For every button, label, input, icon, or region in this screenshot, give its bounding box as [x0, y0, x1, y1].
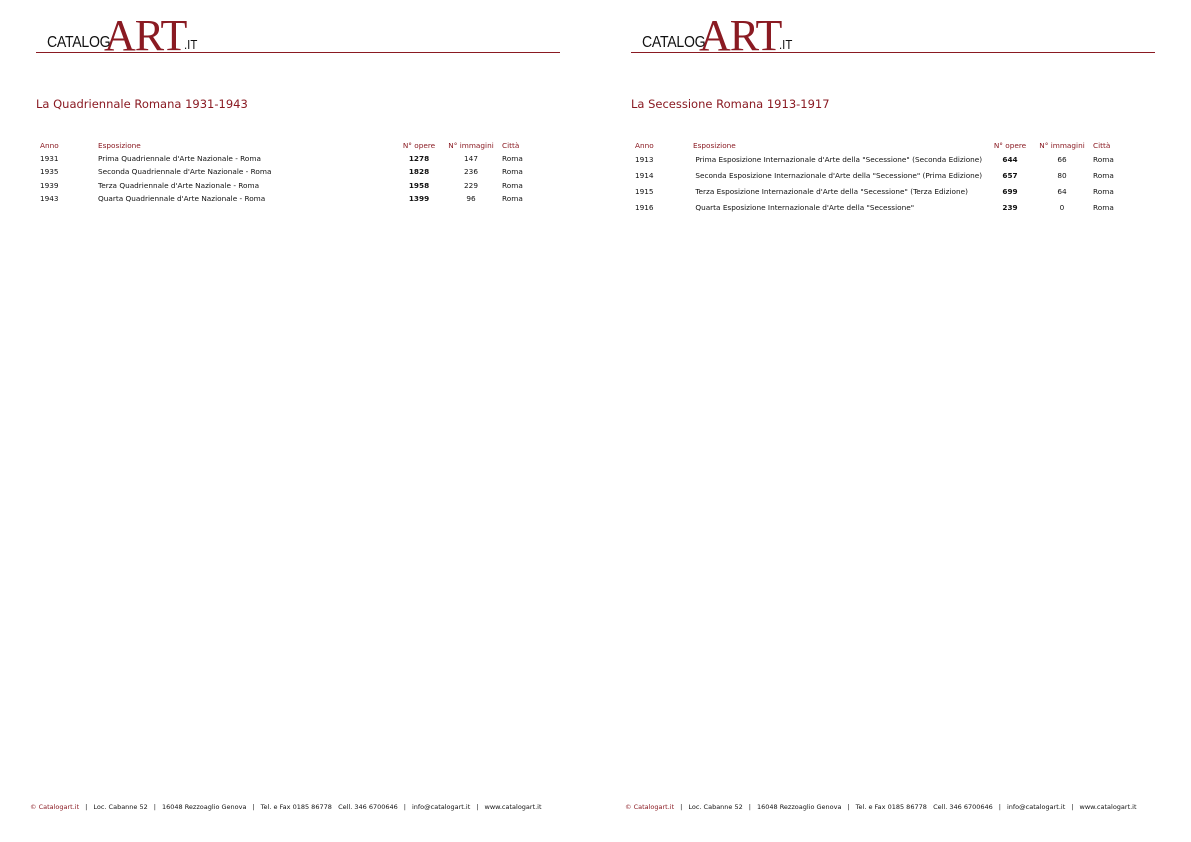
section-title: La Quadriennale Romana 1931-1943 [36, 97, 248, 111]
header-citta: Città [502, 141, 520, 150]
table-row [36, 193, 544, 207]
cell-anno: 1914 [635, 171, 654, 180]
table-header-row [631, 138, 1135, 152]
cell-citta: Roma [1093, 155, 1114, 164]
cell-immagini: 147 [464, 153, 478, 163]
footer-separator: | [85, 803, 88, 811]
logo-art: ART [699, 11, 782, 60]
cell-anno: 1943 [40, 194, 59, 204]
cell-immagini: 64 [1057, 187, 1067, 196]
cell-esposizione: Seconda Esposizione Internazionale d'Arte della "Secessione" (Prima Edizione) [693, 171, 983, 180]
table-header-row [36, 138, 544, 152]
cell-immagini: 80 [1057, 171, 1067, 180]
page-left [0, 0, 595, 842]
footer [625, 803, 1185, 811]
page-right [595, 0, 1190, 842]
table-row [36, 179, 544, 193]
cell-esposizione: Prima Quadriennale d'Arte Nazionale - Roma [98, 153, 261, 163]
footer-address: Loc. Cabanne 52 [93, 803, 148, 811]
cell-anno: 1913 [635, 155, 654, 164]
cell-anno: 1931 [40, 153, 59, 163]
table-row [36, 166, 544, 180]
logo-catalog: CATALOG [47, 34, 111, 51]
cell-esposizione: Quarta Quadriennale d'Arte Nazionale - Roma [98, 194, 266, 204]
cell-immagini: 236 [464, 167, 478, 177]
footer-copyright: © Catalogart.it [625, 803, 675, 811]
cell-anno: 1935 [40, 167, 59, 177]
cell-esposizione: Quarta Esposizione Internazionale d'Arte della "Secessione" [693, 203, 915, 212]
cell-opere: 239 [1002, 203, 1018, 212]
footer [30, 803, 590, 811]
cell-anno: 1916 [635, 203, 654, 212]
footer-city: 16048 Rezzoaglio Genova [161, 803, 247, 811]
footer-separator: | [153, 803, 156, 811]
header-opere: N° opere [993, 141, 1027, 150]
cell-citta: Roma [502, 180, 523, 190]
cell-citta: Roma [1093, 171, 1114, 180]
cell-anno: 1915 [635, 187, 654, 196]
cell-citta: Roma [502, 194, 523, 204]
header-anno: Anno [40, 141, 59, 150]
cell-esposizione: Seconda Quadriennale d'Arte Nazionale - Roma [98, 167, 272, 177]
cell-immagini: 229 [464, 180, 478, 190]
cell-esposizione: Terza Quadriennale d'Arte Nazionale - Roma [98, 180, 260, 190]
cell-citta: Roma [1093, 187, 1114, 196]
header-esposizione: Esposizione [693, 141, 736, 150]
logo-art: ART [104, 11, 187, 60]
footer-city: 16048 Rezzoaglio Genova [756, 803, 842, 811]
cell-opere: 1958 [408, 180, 430, 190]
cell-citta: Roma [502, 167, 523, 177]
cell-opere: 1828 [408, 167, 430, 177]
table-row [631, 168, 1135, 184]
cell-anno: 1939 [40, 180, 59, 190]
table-row [631, 200, 1135, 216]
header-opere: N° opere [402, 141, 436, 150]
footer-web-link[interactable]: www.catalogart.it [1079, 803, 1137, 811]
footer-phone: Tel. e Fax 0185 86778 Cell. 346 6700646 [855, 803, 993, 811]
footer-separator: | [748, 803, 751, 811]
footer-separator: | [252, 803, 255, 811]
cell-esposizione: Terza Esposizione Internazionale d'Arte della "Secessione" (Terza Edizione) [693, 187, 968, 196]
section-title: La Secessione Romana 1913-1917 [631, 97, 830, 111]
footer-phone: Tel. e Fax 0185 86778 Cell. 346 6700646 [260, 803, 398, 811]
header-citta: Città [1093, 141, 1111, 150]
cell-opere: 644 [1002, 155, 1018, 164]
cell-immagini: 0 [1059, 203, 1065, 212]
header-esposizione: Esposizione [98, 141, 141, 150]
logo-it: .IT [779, 37, 793, 52]
logo-catalog: CATALOG [642, 34, 706, 51]
catalogart-logo [36, 11, 560, 60]
cell-opere: 657 [1002, 171, 1018, 180]
cell-immagini: 96 [466, 194, 476, 204]
footer-separator: | [680, 803, 683, 811]
footer-email-link[interactable]: info@catalogart.it [411, 803, 471, 811]
footer-separator: | [476, 803, 479, 811]
header-immagini: N° immagini [448, 141, 494, 150]
header-immagini: N° immagini [1039, 141, 1085, 150]
footer-email-link[interactable]: info@catalogart.it [1006, 803, 1066, 811]
cell-opere: 1399 [408, 194, 430, 204]
footer-address: Loc. Cabanne 52 [688, 803, 743, 811]
table-row [36, 152, 544, 166]
footer-copyright: © Catalogart.it [30, 803, 80, 811]
table-row [631, 152, 1135, 168]
cell-citta: Roma [1093, 203, 1114, 212]
cell-immagini: 66 [1057, 155, 1067, 164]
cell-opere: 699 [1002, 187, 1018, 196]
footer-web-link[interactable]: www.catalogart.it [484, 803, 542, 811]
table-row [631, 184, 1135, 200]
cell-citta: Roma [502, 153, 523, 163]
exhibitions-table [36, 138, 544, 206]
footer-separator: | [1071, 803, 1074, 811]
footer-separator: | [847, 803, 850, 811]
catalogart-logo [631, 11, 1155, 60]
logo-it: .IT [184, 37, 198, 52]
exhibitions-table [631, 138, 1135, 216]
cell-opere: 1278 [408, 153, 430, 163]
header-anno: Anno [635, 141, 654, 150]
footer-separator: | [998, 803, 1001, 811]
cell-esposizione: Prima Esposizione Internazionale d'Arte della "Secessione" (Seconda Edizione) [693, 155, 983, 164]
footer-separator: | [403, 803, 406, 811]
